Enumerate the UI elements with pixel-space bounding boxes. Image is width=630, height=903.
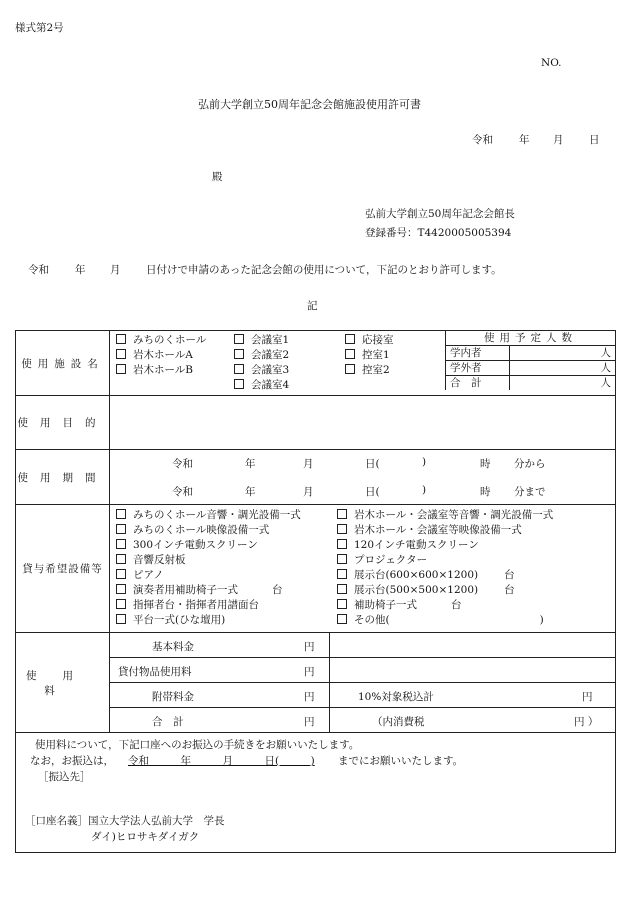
- intro-era: 令和: [28, 264, 49, 276]
- issue-date-day: 日: [589, 134, 600, 146]
- checkbox[interactable]: [337, 569, 347, 579]
- equipment-option[interactable]: みちのくホール映像設備一式: [116, 523, 337, 538]
- checkbox[interactable]: [116, 569, 126, 579]
- people-label-internal: 学内者: [446, 346, 510, 361]
- permit-form-table: [15, 330, 616, 853]
- equipment-option[interactable]: ピアノ: [116, 568, 337, 583]
- checkbox[interactable]: [116, 599, 126, 609]
- equipment-right-column: [337, 508, 615, 628]
- fee-rental[interactable]: 貸付物品使用料 円: [110, 658, 330, 683]
- checkbox[interactable]: [337, 524, 347, 534]
- equipment-option[interactable]: 指揮者台・指揮者用譜面台: [116, 598, 337, 613]
- checkbox[interactable]: [116, 334, 126, 344]
- fee-label: 使用料: [16, 633, 110, 733]
- checkbox[interactable]: [337, 554, 347, 564]
- equipment-option[interactable]: 岩木ホール・会議室等映像設備一式: [337, 523, 615, 538]
- period-from-day: 日(: [365, 458, 380, 470]
- facility-option[interactable]: 会議室1: [234, 333, 339, 348]
- checkbox[interactable]: [116, 539, 126, 549]
- fee-taxable-total[interactable]: 10%対象税込計 円: [330, 683, 616, 708]
- transfer-destination-label: ［振込先］: [38, 771, 91, 783]
- checkbox[interactable]: [116, 349, 126, 359]
- period-from-minute: 分から: [514, 458, 546, 470]
- checkbox[interactable]: [116, 364, 126, 374]
- period-to-minute: 分まで: [514, 486, 546, 498]
- checkbox[interactable]: [337, 539, 347, 549]
- period-from-hour: 時: [480, 458, 491, 470]
- checkbox[interactable]: [337, 509, 347, 519]
- period-to-month: 月: [303, 486, 314, 498]
- document-number-label: NO.: [541, 57, 562, 69]
- fee-incidental[interactable]: 附帯料金 円: [110, 683, 330, 708]
- equipment-option[interactable]: みちのくホール音響・調光設備一式: [116, 508, 337, 523]
- fee-rental-right[interactable]: [330, 658, 616, 683]
- issue-date-year: 年: [519, 134, 530, 146]
- facility-col2: [231, 331, 339, 395]
- checkbox[interactable]: [337, 599, 347, 609]
- checkbox[interactable]: [345, 364, 355, 374]
- facility-option[interactable]: みちのくホール: [116, 333, 231, 348]
- checkbox[interactable]: [234, 349, 244, 359]
- period-to-era: 令和: [172, 486, 193, 498]
- period-label: 使用期間: [16, 450, 110, 505]
- facility-option[interactable]: 会議室4: [234, 378, 339, 393]
- purpose-label: 使用目的: [16, 396, 110, 450]
- checkbox[interactable]: [116, 554, 126, 564]
- facility-option[interactable]: 控室2: [345, 363, 445, 378]
- equipment-left-column: [116, 508, 337, 628]
- checkbox[interactable]: [116, 509, 126, 519]
- purpose-field[interactable]: [110, 396, 616, 450]
- period-field[interactable]: [110, 450, 616, 505]
- people-label-external: 学外者: [446, 361, 510, 376]
- facility-option[interactable]: 岩木ホールB: [116, 363, 231, 378]
- facility-option[interactable]: 応接室: [345, 333, 445, 348]
- fee-consumption-tax[interactable]: （内消費税 円 ）: [330, 708, 616, 733]
- equipment-option[interactable]: 演奏者用補助椅子一式 台: [116, 583, 337, 598]
- issuer-registration: 登録番号：T4420005005394: [365, 227, 512, 239]
- equipment-label: 貸与希望設備等: [16, 505, 110, 633]
- form-number: 様式第2号: [15, 22, 64, 34]
- facility-option[interactable]: 会議室3: [234, 363, 339, 378]
- payment-notes: [16, 733, 616, 853]
- facility-label: 使用施設名: [16, 331, 110, 396]
- fee-total[interactable]: 合 計 円: [110, 708, 330, 733]
- checkbox[interactable]: [345, 349, 355, 359]
- issuer-name: 弘前大学創立50周年記念会館長: [365, 208, 515, 220]
- people-label-total: 合 計: [446, 376, 510, 391]
- checkbox[interactable]: [337, 614, 347, 624]
- payment-deadline[interactable]: 令和 年 月 日( ): [128, 755, 315, 767]
- ki-heading: 記: [307, 300, 318, 312]
- fee-basic-right[interactable]: [330, 633, 616, 658]
- account-holder-kana: ダイ)ヒロサキダイガク: [91, 831, 200, 843]
- period-to-day: 日(: [365, 486, 380, 498]
- people-unit[interactable]: 人: [510, 361, 616, 376]
- payment-line2-suffix: までにお願いいたします。: [338, 755, 464, 767]
- people-unit[interactable]: 人: [510, 346, 616, 361]
- equipment-option[interactable]: プロジェクター: [337, 553, 615, 568]
- checkbox[interactable]: [234, 334, 244, 344]
- equipment-option[interactable]: その他( ): [337, 613, 615, 628]
- equipment-option[interactable]: 展示台(500×500×1200) 台: [337, 583, 615, 598]
- equipment-option[interactable]: 展示台(600×600×1200) 台: [337, 568, 615, 583]
- payment-line2-prefix: なお，お振込は，: [30, 755, 114, 767]
- facility-option[interactable]: 岩木ホールA: [116, 348, 231, 363]
- document-title: 弘前大学創立50周年記念会館施設使用許可書: [198, 98, 421, 111]
- equipment-option[interactable]: 補助椅子一式 台: [337, 598, 615, 613]
- period-from-month: 月: [303, 458, 314, 470]
- facility-option[interactable]: 会議室2: [234, 348, 339, 363]
- people-count-box: [445, 331, 615, 395]
- period-from-close: ): [422, 456, 427, 468]
- checkbox[interactable]: [337, 584, 347, 594]
- equipment-option[interactable]: 岩木ホール・会議室等音響・調光設備一式: [337, 508, 615, 523]
- fee-basic[interactable]: 基本料金 円: [110, 633, 330, 658]
- equipment-option[interactable]: 120インチ電動スクリーン: [337, 538, 615, 553]
- equipment-option[interactable]: 平台一式(ひな壇用): [116, 613, 337, 628]
- checkbox[interactable]: [116, 584, 126, 594]
- period-from-era: 令和: [172, 458, 193, 470]
- facility-col1: [110, 331, 231, 395]
- checkbox[interactable]: [116, 614, 126, 624]
- checkbox[interactable]: [345, 334, 355, 344]
- people-count-header: 使用予定人数: [446, 331, 616, 346]
- addressee-suffix: 殿: [212, 171, 223, 183]
- period-to-close: ): [422, 484, 427, 496]
- checkbox[interactable]: [234, 364, 244, 374]
- period-from-year: 年: [245, 458, 256, 470]
- issue-date-era: 令和: [472, 134, 493, 146]
- account-holder: ［口座名義］国立大学法人弘前大学 学長: [25, 815, 225, 827]
- intro-month: 月: [110, 264, 121, 276]
- checkbox[interactable]: [234, 379, 244, 389]
- period-to-year: 年: [245, 486, 256, 498]
- equipment-option[interactable]: 音響反射板: [116, 553, 337, 568]
- checkbox[interactable]: [116, 524, 126, 534]
- facility-col3: [339, 331, 445, 395]
- period-to-hour: 時: [480, 486, 491, 498]
- equipment-option[interactable]: 300インチ電動スクリーン: [116, 538, 337, 553]
- payment-line1: 使用料について，下記口座へのお振込の手続きをお願いいたします。: [35, 739, 360, 751]
- intro-text: 日付けで申請のあった記念会館の使用について，下記のとおり許可します。: [146, 264, 502, 276]
- facility-option[interactable]: 控室1: [345, 348, 445, 363]
- people-unit[interactable]: 人: [510, 376, 616, 391]
- issue-date-month: 月: [553, 134, 564, 146]
- intro-year: 年: [75, 264, 86, 276]
